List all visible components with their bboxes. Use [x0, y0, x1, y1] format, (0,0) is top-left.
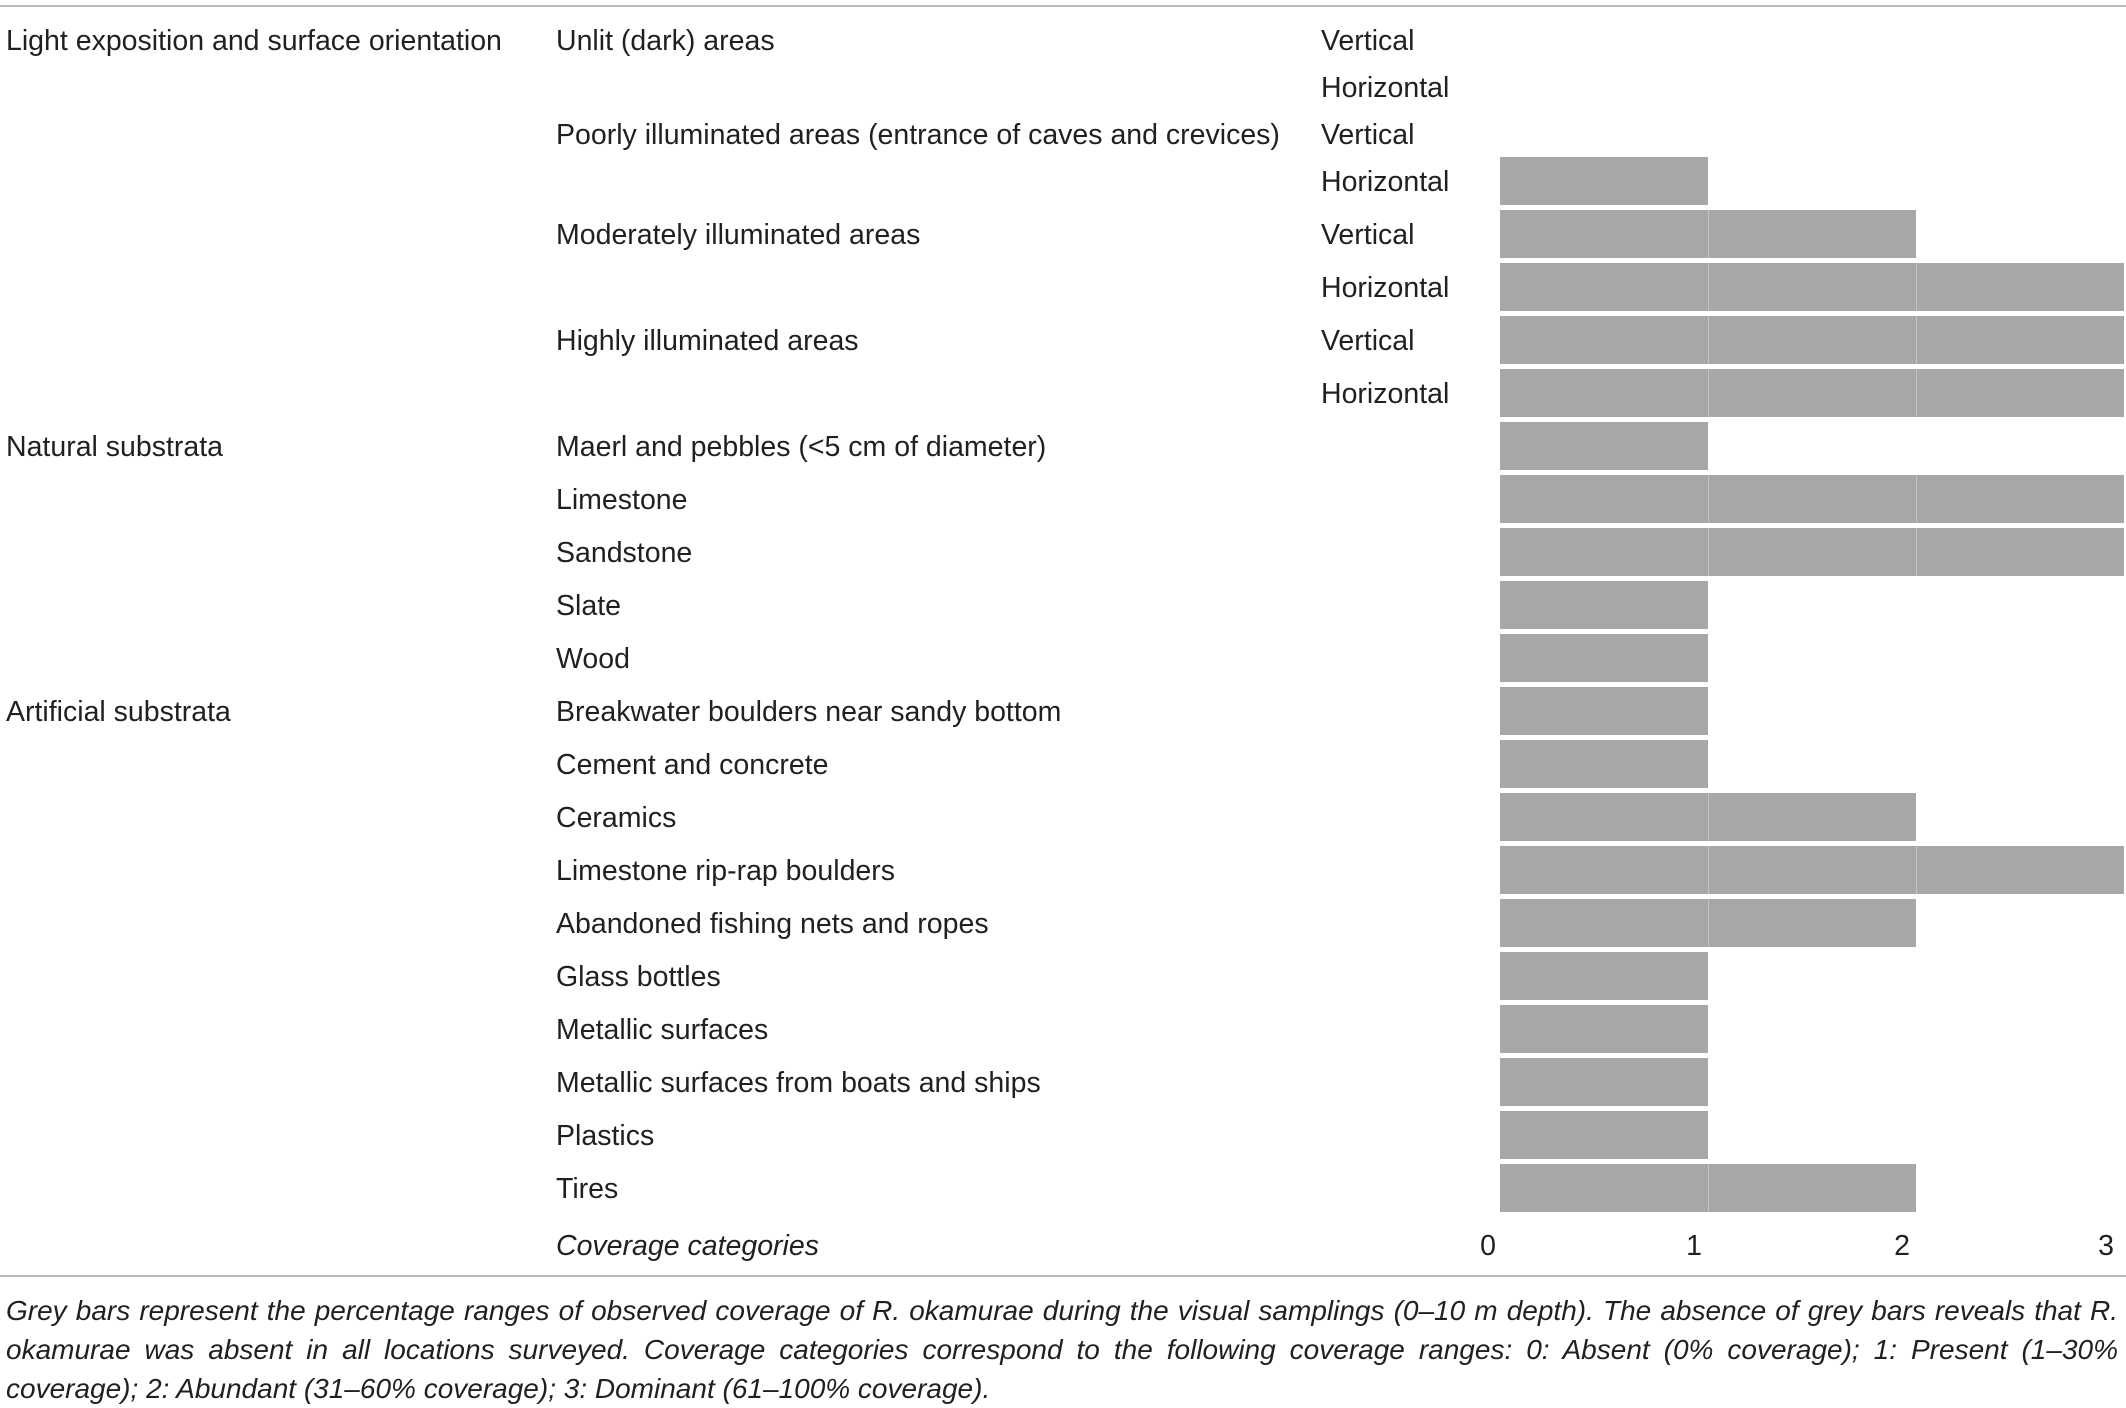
- coverage-bar: [1500, 210, 1916, 258]
- row-orientation-label: Vertical: [1321, 325, 1415, 357]
- coverage-bar: [1500, 740, 1708, 788]
- coverage-bar: [1500, 1164, 1916, 1212]
- coverage-bar: [1500, 846, 2124, 894]
- row-item-label: Limestone: [556, 484, 688, 516]
- coverage-bar: [1500, 687, 1708, 735]
- x-tick-label: 0: [1480, 1230, 1496, 1262]
- row-orientation-label: Horizontal: [1321, 166, 1450, 198]
- row-category-label: Natural substrata: [6, 431, 224, 463]
- bar-segment-divider: [1916, 263, 1917, 311]
- bar-segment-divider: [1916, 528, 1917, 576]
- coverage-bar: [1500, 1005, 1708, 1053]
- coverage-bar: [1500, 634, 1708, 682]
- coverage-bar: [1500, 369, 2124, 417]
- bar-segment-divider: [1916, 369, 1917, 417]
- row-orientation-label: Vertical: [1321, 25, 1415, 57]
- coverage-bar: [1500, 899, 1916, 947]
- coverage-bar: [1500, 1058, 1708, 1106]
- row-orientation-label: Vertical: [1321, 219, 1415, 251]
- coverage-bar: [1500, 528, 2124, 576]
- coverage-bar: [1500, 793, 1916, 841]
- row-item-label: Breakwater boulders near sandy bottom: [556, 696, 1062, 728]
- bar-segment-divider: [1708, 899, 1709, 947]
- bar-segment-divider: [1916, 475, 1917, 523]
- row-item-label: Maerl and pebbles (<5 cm of diameter): [556, 431, 1047, 463]
- bar-segment-divider: [1916, 316, 1917, 364]
- row-item-label: Sandstone: [556, 537, 693, 569]
- bar-segment-divider: [1916, 846, 1917, 894]
- bar-segment-divider: [1708, 846, 1709, 894]
- coverage-bar: [1500, 475, 2124, 523]
- table-footnote: Grey bars represent the percentage ranges of observed coverage of R. okamurae during the visual samplings (0–10 m depth). The absence of grey bars reveals that R. okamurae was absent in all locations surveyed. Coverage categories correspond to the following coverage ranges: 0: Absent (0% coverage); 1: Present (1–30% coverage); 2: Abundant (31–60% coverage); 3: Dominant (61–100% coverage).: [6, 1295, 2118, 1404]
- row-item-label: Glass bottles: [556, 961, 721, 993]
- coverage-bar: [1500, 422, 1708, 470]
- x-axis-label: Coverage categories: [556, 1230, 819, 1262]
- row-item-label: Cement and concrete: [556, 749, 829, 781]
- row-item-label: Wood: [556, 643, 630, 675]
- bar-segment-divider: [1708, 1164, 1709, 1212]
- bar-segment-divider: [1708, 475, 1709, 523]
- row-item-label: Poorly illuminated areas (entrance of caves and crevices): [556, 119, 1280, 151]
- coverage-bar: [1500, 952, 1708, 1000]
- coverage-bar: [1500, 157, 1708, 205]
- row-category-label: Light exposition and surface orientation: [6, 25, 502, 57]
- row-item-label: Metallic surfaces from boats and ships: [556, 1067, 1041, 1099]
- x-tick-label: 2: [1894, 1230, 1910, 1262]
- row-item-label: Metallic surfaces: [556, 1014, 769, 1046]
- row-orientation-label: Horizontal: [1321, 378, 1450, 410]
- coverage-bar: [1500, 581, 1708, 629]
- row-category-label: Artificial substrata: [6, 696, 231, 728]
- row-item-label: Tires: [556, 1173, 619, 1205]
- bar-segment-divider: [1708, 316, 1709, 364]
- bar-segment-divider: [1708, 210, 1709, 258]
- bar-segment-divider: [1708, 369, 1709, 417]
- bottom-rule: [0, 1275, 2126, 1277]
- row-item-label: Highly illuminated areas: [556, 325, 859, 357]
- bar-segment-divider: [1708, 263, 1709, 311]
- x-tick-label: 1: [1686, 1230, 1702, 1262]
- row-orientation-label: Vertical: [1321, 119, 1415, 151]
- row-orientation-label: Horizontal: [1321, 272, 1450, 304]
- x-tick-label: 3: [2098, 1230, 2114, 1262]
- row-item-label: Plastics: [556, 1120, 655, 1152]
- coverage-bar: [1500, 1111, 1708, 1159]
- row-orientation-label: Horizontal: [1321, 72, 1450, 104]
- top-rule: [0, 5, 2126, 7]
- coverage-bar: [1500, 263, 2124, 311]
- bar-segment-divider: [1708, 793, 1709, 841]
- row-item-label: Limestone rip-rap boulders: [556, 855, 896, 887]
- row-item-label: Unlit (dark) areas: [556, 25, 775, 57]
- coverage-bar: [1500, 316, 2124, 364]
- row-item-label: Abandoned fishing nets and ropes: [556, 908, 989, 940]
- row-item-label: Slate: [556, 590, 621, 622]
- row-item-label: Ceramics: [556, 802, 677, 834]
- bar-segment-divider: [1708, 528, 1709, 576]
- row-item-label: Moderately illuminated areas: [556, 219, 921, 251]
